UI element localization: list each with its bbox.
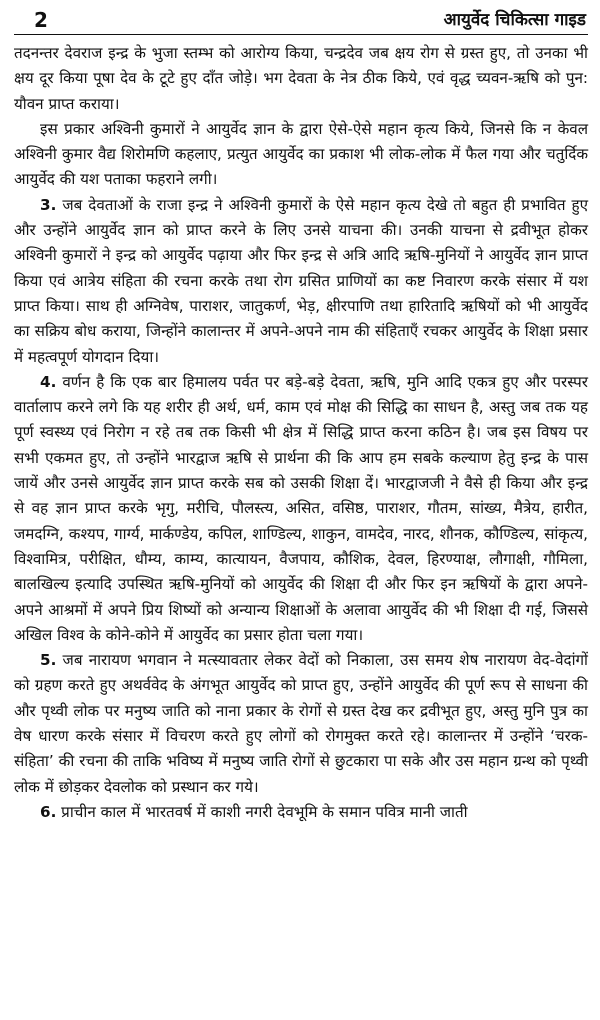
running-title: आयुर्वेद चिकित्सा गाइड <box>443 10 586 30</box>
page-number: 2 <box>34 8 48 32</box>
paragraph-number: 6. <box>40 802 57 821</box>
paragraph-text: तदनन्तर देवराज इन्द्र के भुजा स्तम्भ को आरोग्य किया, चन्द्रदेव जब क्षय रोग से ग्रस्त हुए, तो उनका भी क्षय दूर किया पूषा देव के टूटे हुए दाँत जोड़े। भग देवता के नेत्र ठीक किये, एवं वृद्ध च्यवन-ऋषि को पुन: यौवन प्राप्त कराया। <box>14 44 588 113</box>
body-text <box>14 41 588 825</box>
paragraph-text: इस प्रकार अश्विनी कुमारों ने आयुर्वेद ज्ञान के द्वारा ऐसे-ऐसे महान कृत्य किये, जिनसे कि न केवल अश्विनी कुमार वैद्य शिरोमणि कहलाए, प्रत्युत आयुर्वेद का प्रकाश भी लोक-लोक में फैल गया और चतुर्दिक आयुर्वेद की यश पताका फहराने लगी। <box>14 119 588 189</box>
paragraph-text: वर्णन है कि एक बार हिमालय पर्वत पर बड़े-बड़े देवता, ऋषि, मुनि आदि एकत्र हुए और परस्पर वार्तालाप करने लगे कि यह शरीर ही अर्थ, धर्म, काम एवं मोक्ष की सिद्धि का साधन है, अस्तु जब तक यह पूर्ण स्वस्थ्य एवं निरोग न रहे तब तक किसी भी क्षेत्र में सिद्धि प्राप्त करना कठिन है। जब इस विषय पर सभी एकमत हुए, तो उन्होंने भारद्वाज ऋषि से प्रार्थना की कि आप हम सबके कल्याण हेतु इन्द्र के पास जायें और उनसे आयुर्वेद ज्ञान प्राप्त करके सब को उसकी शिक्षा दें। भारद्वाजजी ने वैसे ही किया और इन्द्र से वह ज्ञान प्राप्त करके भृगु, मरीचि, पौलस्त्य, असित, वसिष्ठ, पाराशर, गौतम, सांख्य, मैत्रेय, हारीत, जमदग्नि, कश्यप, गार्ग्य, मार्कण्डेय, कपिल, शाण्डिल्य, शाकुन, वामदेव, नारद, शौनक, कौण्डिल्य, सांकृत्य, विश्वामित्र, परीक्षित, धौम्य, काम्य, कात्यायन, वैजपाय, कौशिक, देवल, हिरण्याक्ष, लौगाक्षी, गौमिला, बालखिल्य इत्यादि उपस्थित ऋषि-मुनियों को आयुर्वेद की शिक्षा दी और फिर इन ऋषियों के द्वारा अपने-अपने आश्रमों में अपने प्रिय शिष्यों को अन्यान्य शिक्षाओं के अलावा आयुर्वेद की भी शिक्षा दी गई, जिससे अखिल विश्व के कोने-कोने में आयुर्वेद का प्रसार होता चला गया। <box>14 372 589 644</box>
paragraph-text: जब नारायण भगवान ने मत्स्यावतार लेकर वेदों को निकाला, उस समय शेष नारायण वेद-वेदांगों को ग्रहण करते हुए अथर्ववेद के अंगभूत आयुर्वेद को प्राप्त हुए, उन्होंने आयुर्वेद की पूर्ण रूप से साधना की और पृथ्वी लोक पर मनुष्य जाति को नाना प्रकार के रोगों से ग्रस्त देख कर द्रवीभूत हुए, अस्तु मुनि पुत्र का वेष धारण करके संसार में विचरण करते हुए लोगों को रोगमुक्त करते रहे। कालान्तर में उन्होंने ‘चरक-संहिता’ की रचना की ताकि भविष्य में मनुष्य जाति रोगों से छुटकारा पा सके और उस महान ग्रन्थ को पृथ्वी लोक में छोड़कर देवलोक को प्रस्थान कर गये। <box>14 651 588 796</box>
paragraph-5 <box>14 648 588 800</box>
paragraph-number: 5. <box>40 651 57 670</box>
paragraph-text: जब देवताओं के राजा इन्द्र ने अश्विनी कुमारों के ऐसे महान कृत्य देखे तो बहुत ही प्रभावित हुए और उन्होंने आयुर्वेद ज्ञान को प्राप्त करने के लिए उनसे याचना की। उनकी याचना से द्रवीभूत होकर अश्विनी कुमारों ने इन्द्र को आयुर्वेद पढ़ाया और फिर इन्द्र से अत्रि आदि ऋषि-मुनियों ने आयुर्वेद ज्ञान प्राप्त किया एवं आत्रेय संहिता की रचना करके तथा रोग ग्रसित प्राणियों का कष्ट निवारण करके संसार में यश प्राप्त किया। साथ ही अग्निवेष, पाराशर, जातुकर्ण, भेड़, क्षीरपाणि तथा हारितादि ऋषियों को भी आयुर्वेद का सक्रिय बोध कराया, जिन्होंने कालान्तर में अपने-अपने नाम की संहिताएँ रचकर आयुर्वेद के शिक्षा प्रसार में महत्वपूर्ण योगदान दिया। <box>14 195 588 366</box>
paragraph-3 <box>14 193 588 370</box>
page-header <box>14 6 588 35</box>
paragraph-text: प्राचीन काल में भारतवर्ष में काशी नगरी देवभूमि के समान पवित्र मानी जाती <box>61 802 468 821</box>
paragraph-intro-continued <box>14 41 588 117</box>
paragraph-number: 4. <box>40 372 57 391</box>
paragraph-number: 3. <box>40 195 57 214</box>
paragraph-ashwini-kumar <box>14 117 588 193</box>
paragraph-4 <box>14 370 588 648</box>
paragraph-6 <box>14 800 588 825</box>
